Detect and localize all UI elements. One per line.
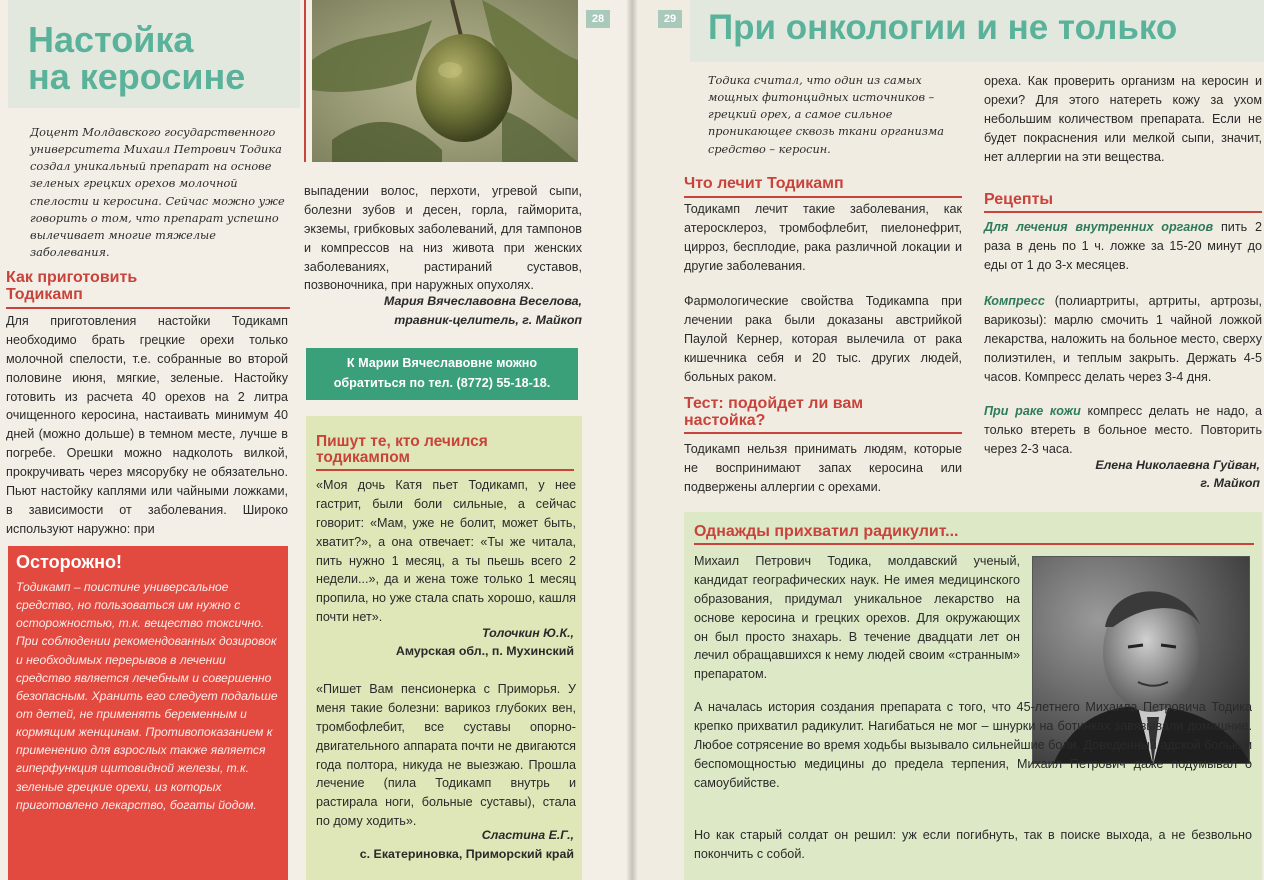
recipe-3-lead: При раке кожи [984,404,1081,418]
walnut-illustration [312,0,578,162]
left-author-name: Мария Вячеславовна Веселова, [384,294,582,308]
page-number-right: 29 [658,10,682,28]
left-author-role: травник-целитель, г. Майкоп [394,313,582,327]
story-heading: Однажды прихватил радикулит... [694,524,1254,545]
recipes-heading: Рецепты [984,192,1262,213]
left-title-line2: на керосине [28,55,246,97]
recipe-3 [984,402,1262,459]
contact-text: К Марии Вячеславовне можно обратиться по тел. (8772) 55-18-18. [333,356,551,390]
letter-2-place: с. Екатериновка, Приморский край [359,847,574,861]
letter-1: «Моя дочь Катя пьет Тодикамп, у нее гастрит, были боли сильные, а сейчас говорит: «Мам, уже не болит, может быть, хватит?», а она отвечает: «Ты же читала, пить нужно 1 месяц, а ты пьешь всего 2 недели...», да и жена тоже только 1 месяц пропила, но уже стала спать хорошо, кашля почти нет». [316,478,576,625]
test-cont: ореха. Как проверить организм на керосин и орехи? Для этого натереть кожу за ухом небольшим количеством препарата. Если не будет покраснения или мелкой сыпи, значит, нет аллергии на эти вещества. [984,74,1262,164]
continued-text: выпадении волос, перхоти, угревой сыпи, болезни зубов и десен, горла, гайморита, экземы, грибковых заболеваний, для тампонов и компрессов на низ живота при женских заболеваниях, растираний суставов, позвоночника, при наружных опухолях. [304,184,582,293]
walnut-photo [312,0,578,162]
right-author-city: г. Майкоп [1200,476,1260,490]
test-heading-line2: настойка? [684,411,766,429]
recipe-2 [984,292,1262,386]
letter-1-name: Толочкин Ю.К., [481,626,574,640]
caution-heading: Осторожно! [16,552,122,572]
story-text-2: А началась история создания препарата с того, что 45-летнего Михаила Петровича Тодика крепко прихватил радикулит. Нагибаться не мог – шнурки на ботинках завязывали домашние. Любое сотрясение во время ходьбы вызывало сильнейшие боли. Доведенный адской болью и беспомощностью медицины до предела терпения, Михаил Петрович даже подумывал о самоубийстве. [694,700,1252,790]
recipe-2-lead: Компресс [984,294,1045,308]
book-gutter [626,0,638,880]
left-intro: Доцент Молдавского государственного университета Михаил Петрович Тодика создал уникальный препарат на основе зеленых грецких орехов молочной спелости и керосина. Сейчас можно уже говорить о том, что препарат успешно вылечивает многие тяжелые заболевания. [30,126,285,260]
letters-heading [316,434,574,471]
right-title: При онкологии и не только [708,8,1178,47]
letters-heading-line2: тодикампом [316,449,410,467]
caution-text: Тодикамп – поистине универсальное средство, но пользоваться им нужно с осторожностью, т.к. вещество токсично. При соблюдении рекомендованных дозировок и необходимых перерывов в лечении средство является лечебным и совершенно безопасным. Хранить его следует подальше от детей, не применять беременным и кормящим женщинам. Противопоказанием к применению для взрослых также является гиперфункция щитовидной железы, т.к. зеленые грецкие орехи, из которых приготовлено лекарство, богаты йодом. [16,580,278,812]
how-heading-line2: Тодикамп [6,285,83,303]
how-heading-line1: Как приготовить [6,269,138,286]
how-text: Для приготовления настойки Тодикамп необходимо брать грецкие орехи только молочной спелости, т.е. собранные во второй половине июня, мягкие, зеленые. Настойку готовить из расчета 40 орехов на 2 литра очищенного керосина, настаивать минимум 40 дней (можно дольше) в темном месте, лучше в погребе. Орешки можно надколоть вилкой, прокручивать через мясорубку не обязательно. Пьют настойку каплями или чайными ложками, в зависимости от заболевания. Широко используют наружно: при [6,314,288,536]
photo-border-left [304,0,306,162]
recipe-1 [984,218,1262,275]
recipe-3-text: компресс делать не надо, а только втереть в больное место. Повторить через 2-3 часа. [984,404,1263,456]
story-text-3: Но как старый солдат он решил: уж если погибнуть, так в поиске выхода, а не безвольно покончить с собой. [694,828,1252,861]
test-heading [684,396,962,434]
recipe-1-text: пить 2 раза в день по 1 ч. ложке за 15-20 минут до еды от 1 до 3-х месяцев. [984,220,1263,272]
letter-2-name: Сластина Е.Г., [481,828,574,842]
letter-2: «Пишет Вам пенсионерка с Приморья. У меня такие болезни: варикоз глубоких вен, тромбофлебит, все суставы опорно-двигательного аппарата почти не двигаются года полтора, никуда не выезжаю. Прошла лечение (пила Тодикамп внутрь и растирала ноги, больные суставы), стала по дому ходить». [316,682,576,829]
recipe-2-text: (полиартриты, артриты, артрозы, варикозы): марлю смочить 1 чайной ложкой лекарства, наложить на больное место, сверху полиэтилен, и теплым закрыть. Держать 4-5 часов. Компресс делать через 3-4 дня. [984,294,1263,384]
left-title-line1: Настойка [28,19,194,60]
test-heading-line1: Тест: подойдет ли вам [684,395,864,412]
test-text: Тодикамп нельзя принимать людям, которые не воспринимают запах керосина или подвержены аллергии с орехами. [684,442,962,494]
pharm-text: Фармологические свойства Тодикампа при лечении рака были доказаны австрийкой Паулой Кернер, которая вылечила от рака кишечника себя и 20 тыс. других людей, больных раком. [684,294,962,384]
letters-heading-line1: Пишут те, кто лечился [316,433,488,450]
right-intro: Тодика считал, что один из самых мощных фитонцидных источников – грецкий орех, а самое сильное проникающее сквозь ткани организма средство – керосин. [708,74,945,156]
story-text-1: Михаил Петрович Тодика, молдавский ученый, кандидат географических наук. Не имея медицинского образования, придумал уникальное лекарство на основе керосина и грецких орехов. Для окружающих он был просто знахарь. В течение двадцати лет он лечил обращавшихся к нему людей своим «странным» препаратом. [694,554,1020,682]
right-author-name: Елена Николаевна Гуйван, [1095,458,1260,472]
page-number-left: 28 [586,10,610,28]
recipe-1-lead: Для лечения внутренних органов [984,220,1214,234]
left-title [28,19,298,97]
how-heading [6,270,290,309]
letter-1-place: Амурская обл., п. Мухинский [395,644,574,658]
treats-text: Тодикамп лечит такие заболевания, как атеросклероз, тромбофлебит, пиелонефрит, цирроз, бесплодие, рака различной локации и другие заболевания. [684,202,962,273]
treats-heading: Что лечит Тодикамп [684,176,962,198]
